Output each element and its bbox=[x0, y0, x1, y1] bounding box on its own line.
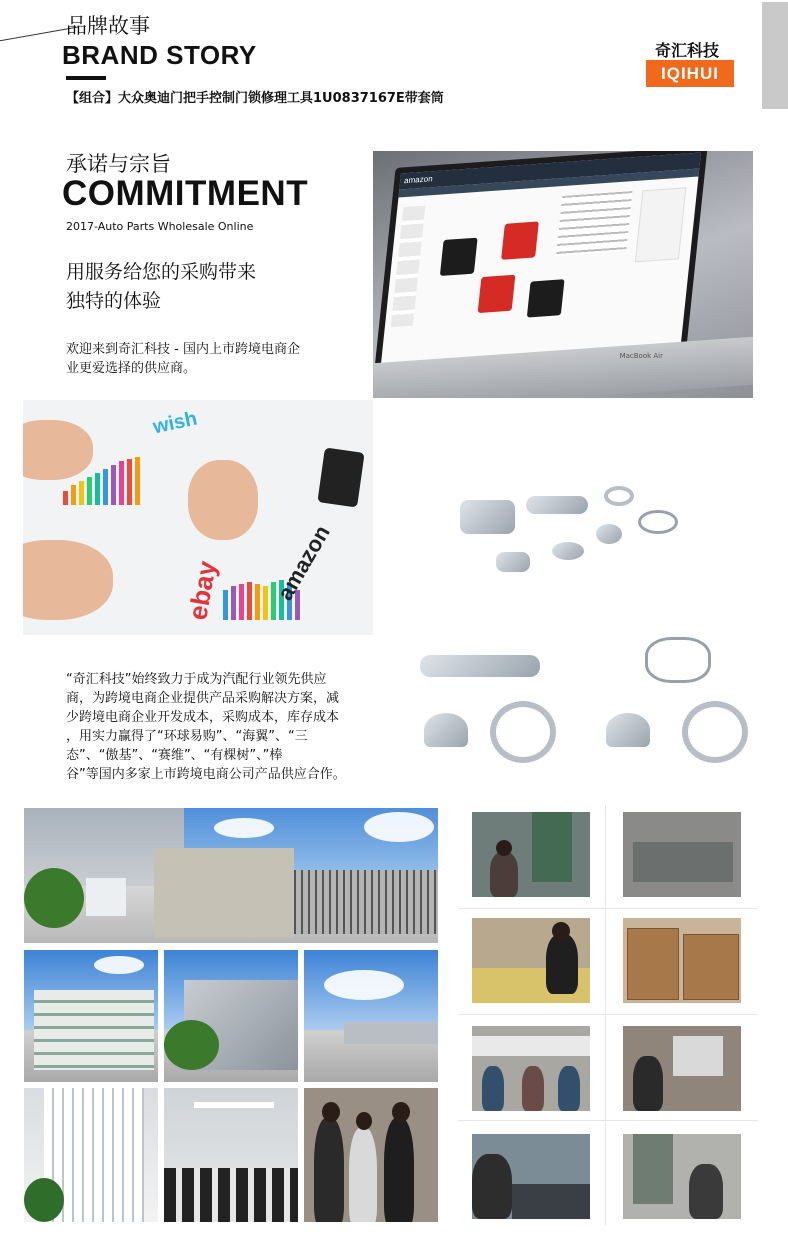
spring-small bbox=[638, 510, 678, 534]
workstation-photo bbox=[623, 1026, 741, 1111]
laptop-screen bbox=[374, 151, 707, 370]
lock-cylinder bbox=[460, 500, 515, 534]
analytics-meeting-photo bbox=[23, 400, 373, 635]
connector-black-2 bbox=[527, 279, 565, 317]
commitment-subtitle: 2017-Auto Parts Wholesale Online bbox=[66, 220, 254, 233]
amazon-paper-logo: amazon bbox=[272, 521, 335, 605]
worker-photo-1 bbox=[472, 1134, 590, 1219]
worker-photo-2 bbox=[623, 1134, 741, 1219]
company-logo-cn: 奇汇科技 bbox=[655, 41, 720, 60]
laptop-amazon-photo bbox=[373, 151, 753, 398]
meeting-room-photo bbox=[164, 1088, 298, 1222]
lock-bolt bbox=[420, 655, 540, 677]
welcome-line-2: 业更爱选择的供应商。 bbox=[66, 361, 197, 376]
hand-left-bottom bbox=[23, 540, 113, 620]
product-description-lines bbox=[556, 191, 632, 256]
office-building-photo-2 bbox=[164, 950, 298, 1082]
welcome-line-1: 欢迎来到奇汇科技 - 国内上市跨境电商企 bbox=[66, 342, 300, 357]
bracket-1 bbox=[424, 713, 468, 747]
concrete-wall bbox=[154, 848, 294, 938]
wish-logo: wish bbox=[151, 407, 200, 439]
connector-black-1 bbox=[440, 238, 478, 276]
office-building-photo-1 bbox=[24, 950, 158, 1082]
hand-left-top bbox=[23, 420, 93, 480]
spring-large bbox=[645, 637, 711, 683]
team-photo bbox=[304, 1088, 438, 1222]
lock-pin bbox=[526, 496, 588, 514]
assembly-photo-1 bbox=[472, 918, 590, 1003]
production-line-photo bbox=[472, 1026, 590, 1111]
bracket-2 bbox=[606, 713, 650, 747]
company-description bbox=[66, 670, 366, 784]
product-title: 【组合】大众奥迪门把手控制门锁修理工具1U0837167E带套筒 bbox=[66, 91, 444, 106]
brand-story-en-title: BRAND STORY bbox=[62, 40, 257, 70]
company-line-1: “奇汇科技”始终致力于成为汽配行业领先供应 bbox=[66, 672, 327, 687]
lobby-photo bbox=[24, 1088, 158, 1222]
laptop-model-label: MacBook Air bbox=[619, 352, 663, 360]
hand-center bbox=[188, 460, 258, 540]
title-underline bbox=[66, 76, 106, 80]
scroll-indicator[interactable] bbox=[762, 2, 788, 109]
amazon-logo: amazon bbox=[403, 174, 434, 186]
warehouse-photo bbox=[623, 918, 741, 1003]
welcome-text bbox=[66, 340, 326, 378]
workshop-photo-2 bbox=[623, 812, 741, 897]
slogan-line-1: 用服务给您的采购带来 bbox=[66, 261, 257, 283]
ring-2 bbox=[682, 701, 748, 763]
sliding-gate bbox=[294, 870, 438, 934]
company-logo-en: IQIHUI bbox=[661, 63, 719, 83]
connector-red-1 bbox=[501, 221, 539, 259]
clip-3 bbox=[596, 524, 622, 544]
connector-red-2 bbox=[478, 275, 516, 313]
buy-box bbox=[635, 187, 687, 262]
lock-parts-top bbox=[440, 470, 710, 590]
company-line-3: 少跨境电商企业开发成本，采购成本，库存成本 bbox=[66, 710, 340, 725]
factory-gate-photo bbox=[24, 808, 438, 943]
clip-2 bbox=[552, 542, 584, 560]
company-line-4: ，用实力赢得了“环球易购”、“海翼”、“三 bbox=[66, 729, 308, 744]
smartphone bbox=[317, 447, 364, 507]
company-line-5: 态”、“傲基”、“赛维”、“有棵树”、”棒 bbox=[66, 748, 283, 763]
slogan-line-2: 独特的体验 bbox=[66, 290, 162, 312]
ring-1 bbox=[490, 701, 556, 763]
thumbnail-column bbox=[391, 206, 426, 328]
ebay-logo: ebay bbox=[182, 558, 223, 623]
brand-story-cn-title: 品牌故事 bbox=[66, 14, 150, 38]
commitment-cn-title: 承诺与宗旨 bbox=[66, 152, 171, 176]
company-logo-badge bbox=[646, 60, 734, 87]
company-line-6: 谷”等国内多家上市跨境电商公司产品供应合作。 bbox=[66, 767, 346, 782]
company-line-2: 商，为跨境电商企业提供产品采购解决方案，减 bbox=[66, 691, 340, 706]
campus-road-photo bbox=[304, 950, 438, 1082]
slogan bbox=[66, 258, 326, 316]
clip-1 bbox=[496, 552, 530, 572]
washer bbox=[604, 486, 634, 506]
lock-parts-bottom bbox=[410, 625, 760, 775]
workshop-photo-1 bbox=[472, 812, 590, 897]
commitment-en-title: COMMITMENT bbox=[62, 174, 309, 213]
guard-booth bbox=[86, 878, 126, 916]
